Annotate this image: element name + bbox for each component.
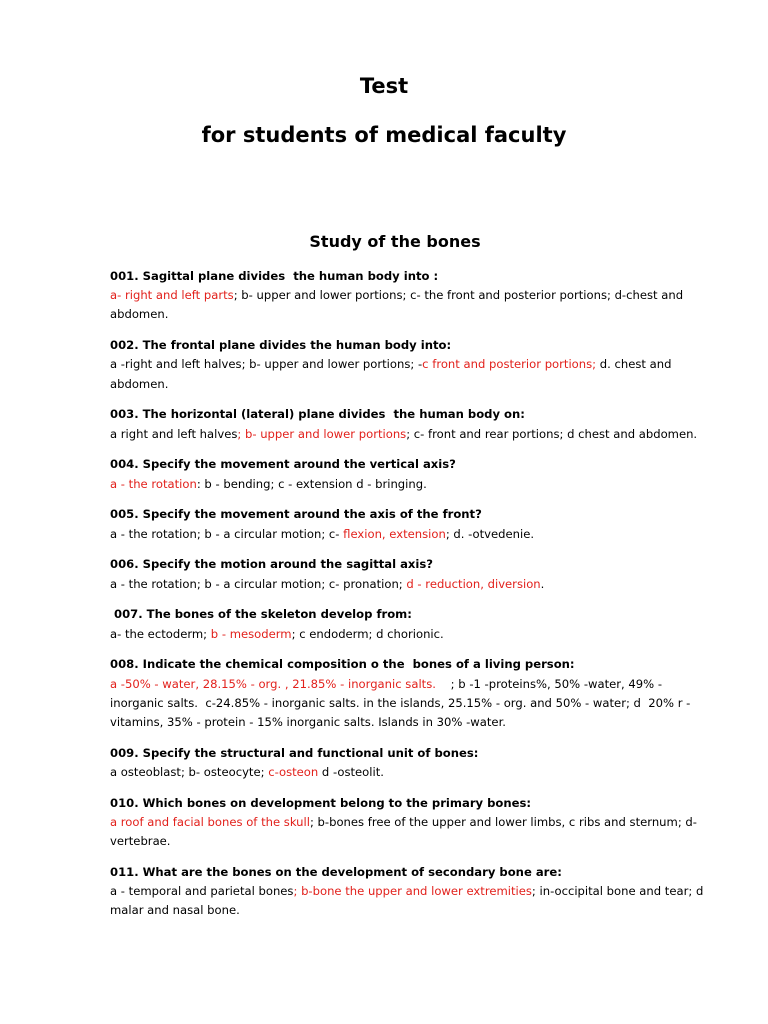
answer-text: a - the rotation; b - a circular motion; c- xyxy=(110,526,344,541)
highlighted-answer: ; b-bone the upper and lower extremities xyxy=(293,884,532,899)
highlighted-answer: a -50% - water, 28.15% - org. , 21.85% - inorganic salts. xyxy=(110,676,436,691)
answer-text: ; in-occipital bone and tear; d malar and nasal bone. xyxy=(110,884,707,918)
answer-text: ; b- upper and lower portions; c- the front and posterior portions; d-chest and abdomen. xyxy=(110,288,687,322)
answer-text: : b - bending; c - extension d - bringing. xyxy=(196,476,427,491)
answer-text: ; b -1 -proteins%, 50% -water, 49% - inorganic salts. c-24.85% - inorganic salts. in the islands, 25.15% - org. and 50% - water; d 20% r - vitamins, 35% - protein - 15% inorganic salts. Islands in 30% -water. xyxy=(110,676,695,730)
question-item xyxy=(110,405,710,443)
answer-options xyxy=(110,763,710,782)
highlighted-answer: d - reduction, diversion xyxy=(406,576,541,591)
document-subtitle: for students of medical faculty xyxy=(201,123,567,147)
question-item xyxy=(110,505,710,543)
question-item xyxy=(110,605,710,643)
answer-text: . xyxy=(540,576,545,591)
answer-text: d -osteolit. xyxy=(318,765,384,780)
highlighted-answer: a roof and facial bones of the skull xyxy=(110,815,310,830)
answer-text: a - temporal and parietal bones xyxy=(110,884,294,899)
question-item xyxy=(110,336,710,394)
answer-text: a- the ectoderm; xyxy=(110,626,211,641)
answer-text: d. chest and abdomen. xyxy=(110,357,676,391)
question-item xyxy=(110,794,710,852)
question-item xyxy=(110,655,710,732)
question-item xyxy=(110,863,710,921)
question-item xyxy=(110,267,710,325)
answer-text: a -right and left halves; b- upper and lower portions; - xyxy=(110,357,423,372)
question-text: 006. Specify the motion around the sagittal axis? xyxy=(110,557,434,572)
highlighted-answer: a- right and left parts xyxy=(110,288,234,303)
document-title: Test xyxy=(359,74,409,98)
answer-text: a osteoblast; b- osteocyte; xyxy=(110,765,269,780)
answer-text: ; c- front and rear portions; d chest and abdomen. xyxy=(406,426,698,441)
section-title: Study of the bones xyxy=(309,232,481,251)
answer-text: ; d. -otvedenie. xyxy=(445,526,535,541)
answer-options xyxy=(110,475,710,494)
answer-text: a right and left halves xyxy=(110,426,238,441)
answer-options xyxy=(110,425,710,444)
question-text: 005. Specify the movement around the axis of the front? xyxy=(110,507,482,522)
question-item xyxy=(110,555,710,593)
answer-text: ; c endoderm; d chorionic. xyxy=(291,626,444,641)
question-item xyxy=(110,455,710,493)
highlighted-answer: b - mesoderm xyxy=(210,626,292,641)
question-text: 007. The bones of the skeleton develop from: xyxy=(110,607,412,622)
question-text: 003. The horizontal (lateral) plane divides the human body on: xyxy=(110,407,525,422)
answer-text: ; b-bones free of the upper and lower limbs, c ribs and sternum; d- vertebrae. xyxy=(110,815,701,849)
highlighted-answer: ; b- upper and lower portions xyxy=(237,426,407,441)
highlighted-answer: c-osteon xyxy=(268,765,319,780)
question-text: 002. The frontal plane divides the human body into: xyxy=(110,338,452,353)
answer-options xyxy=(110,286,710,324)
question-item xyxy=(110,744,710,782)
question-text: 010. Which bones on development belong to the primary bones: xyxy=(110,795,532,810)
question-text: 011. What are the bones on the development of secondary bone are: xyxy=(110,865,562,880)
answer-options xyxy=(110,675,710,733)
question-text: 009. Specify the structural and functional unit of bones: xyxy=(110,745,479,760)
answer-options xyxy=(110,625,710,644)
answer-options xyxy=(110,525,710,544)
highlighted-answer: flexion, extension xyxy=(343,526,446,541)
answer-options xyxy=(110,575,710,594)
answer-options xyxy=(110,882,710,920)
question-text: 001. Sagittal plane divides the human body into : xyxy=(110,269,439,283)
highlighted-answer: a - the rotation xyxy=(110,476,197,491)
answer-options xyxy=(110,813,710,851)
highlighted-answer: c front and posterior portions; xyxy=(422,357,597,372)
question-text: 004. Specify the movement around the vertical axis? xyxy=(110,457,456,472)
question-text: 008. Indicate the chemical composition o the bones of a living person: xyxy=(110,657,575,672)
answer-text: a - the rotation; b - a circular motion; c- pronation; xyxy=(110,576,407,591)
answer-options xyxy=(110,355,710,393)
question-list xyxy=(110,267,710,932)
